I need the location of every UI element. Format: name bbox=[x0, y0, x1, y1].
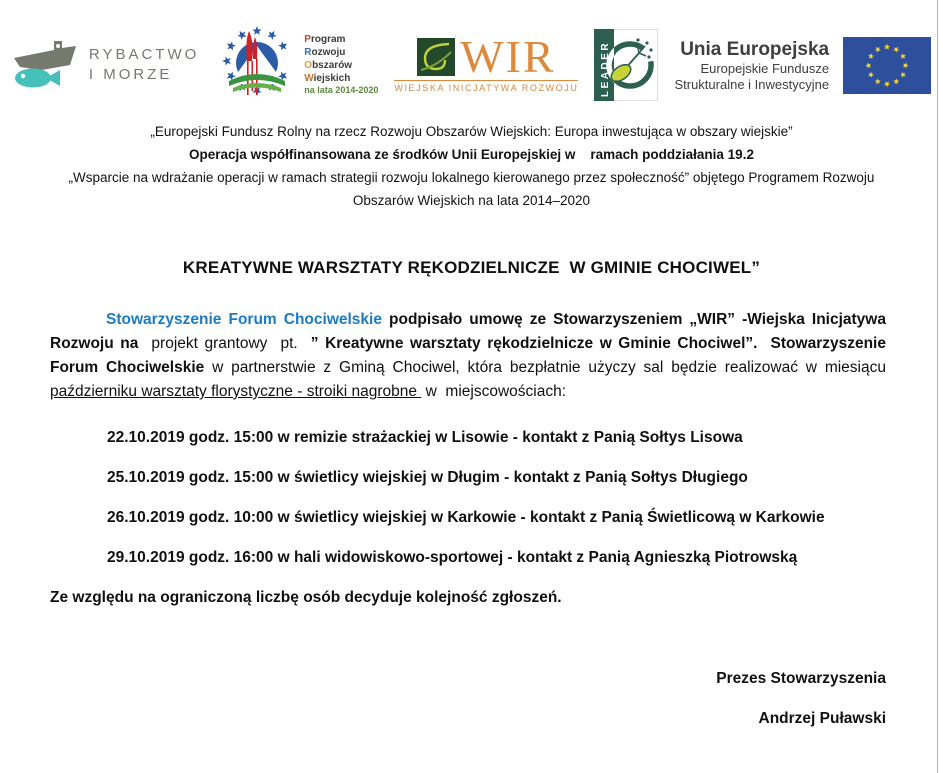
body-segment-5: w partnerstwie z Gminą Chociwel, która bezpłatnie użyczy sal będzie realizować w miesiącu bbox=[204, 359, 891, 376]
page-edge-line bbox=[937, 0, 938, 773]
funding-line2: Operacja współfinansowana ze środków Unii Europejskiej w ramach poddziałania 19.2 bbox=[189, 147, 754, 162]
body-segment-underlined: październiku warsztaty florystyczne - stroiki nagrobne bbox=[50, 383, 422, 400]
event-item-3: 26.10.2019 godz. 10:00 w świetlicy wiejskiej w Karkowie - kontakt z Panią Świetlicową w Karkowie bbox=[107, 509, 825, 526]
eu-line1: Unia Europejska bbox=[680, 38, 830, 60]
event-item-2: 25.10.2019 godz. 15:00 w świetlicy wiejskiej w Długim - kontakt z Panią Sołtys Długiego bbox=[107, 469, 748, 486]
leader-logo bbox=[594, 29, 658, 101]
capacity-note: Ze względu na ograniczoną liczbę osób decyduje kolejność zgłoszeń. bbox=[50, 589, 562, 606]
rybactwo-i-morze-logo bbox=[12, 37, 199, 93]
association-name-highlight: Stowarzyszenie Forum Chociwelskie bbox=[106, 311, 382, 328]
rybactwo-logo-text bbox=[89, 45, 199, 86]
boat-and-fish-icon bbox=[12, 37, 82, 93]
leader-emblem-icon bbox=[594, 29, 658, 101]
wir-logo-top bbox=[417, 31, 556, 83]
prow-initial-w: W bbox=[304, 73, 314, 85]
prow-rest-w: iejskich bbox=[313, 73, 351, 85]
signature-name: Andrzej Puławski bbox=[758, 710, 886, 727]
eu-flag-icon bbox=[843, 37, 931, 94]
body-segment-7: w miejscowościach: bbox=[421, 383, 567, 400]
prow-subtitle: na lata 2014-2020 bbox=[304, 85, 379, 96]
eu-logo bbox=[674, 37, 931, 94]
event-item-1: 22.10.2019 godz. 15:00 w remizie strażackiej w Lisowie - kontakt z Panią Sołtys Lisowa bbox=[107, 429, 743, 446]
prow-logo-text bbox=[304, 33, 378, 97]
prow-word-rozwoju bbox=[304, 46, 378, 59]
signature-role: Prezes Stowarzyszenia bbox=[716, 670, 886, 687]
event-list bbox=[107, 426, 886, 570]
prow-word-wiejskich bbox=[304, 72, 378, 85]
body-segment-4: ” Kreatywne warsztaty rękodzielnicze w Gminie Chociwel”. Stowarzyszenie Forum Chociwelskie bbox=[50, 335, 891, 376]
rybactwo-logo-line1: RYBACTWO bbox=[88, 45, 200, 63]
body-segment-2: podpisało umowę ze Stowarzyszeniem „WIR” -Wiejska Inicjatywa Rozwoju na bbox=[50, 311, 891, 352]
page-title: KREATYWNE WARSZTATY RĘKODZIELNICZE W GMINIE CHOCIWEL” bbox=[182, 258, 761, 277]
prow-logo bbox=[215, 25, 378, 105]
event-item-4: 29.10.2019 godz. 16:00 w hali widowiskowo-sportowej - kontakt z Panią Agnieszką Piotrowską bbox=[107, 549, 798, 566]
prow-rest-p: rogram bbox=[310, 34, 346, 46]
wir-spiral-icon bbox=[417, 38, 455, 76]
prow-rest-o: bszarów bbox=[312, 60, 353, 72]
prow-initial-p: P bbox=[304, 34, 311, 46]
funding-line3: „Wsparcie na wdrażanie operacji w ramach strategii rozwoju lokalnego kierowanego przez społeczność” objętego Programem Rozwoju Obszarów Wiejskich na lata 2014–2020 bbox=[68, 170, 879, 208]
prow-initial-r: R bbox=[304, 47, 312, 59]
prow-initial-o: O bbox=[304, 60, 313, 72]
prow-rest-r: ozwoju bbox=[311, 47, 346, 59]
prow-word-program bbox=[304, 33, 378, 46]
wir-acronym: WIR bbox=[460, 31, 556, 83]
funding-line1: „Europejski Fundusz Rolny na rzecz Rozwoju Obszarów Wiejskich: Europa inwestująca w obszary wiejskie” bbox=[150, 124, 793, 139]
rybactwo-logo-line2: I MORZE bbox=[88, 66, 173, 83]
body-segment-3: projekt grantowy pt. bbox=[138, 335, 305, 352]
prow-emblem-icon bbox=[215, 25, 299, 105]
funding-header bbox=[0, 120, 943, 212]
eu-line2: Europejskie Fundusze bbox=[700, 60, 830, 76]
signature-block bbox=[50, 667, 886, 731]
logo-strip bbox=[0, 0, 943, 108]
eu-line3: Strukturalne i Inwestycyjne bbox=[674, 76, 830, 92]
wir-logo bbox=[394, 31, 579, 93]
prow-word-obszarow bbox=[304, 59, 378, 72]
body-paragraph bbox=[50, 308, 891, 404]
wir-tagline: WIEJSKA INICJATYWA ROZWOJU bbox=[394, 80, 578, 93]
eu-logo-text bbox=[674, 38, 829, 93]
leader-vertical-text: LEADER bbox=[600, 40, 612, 97]
